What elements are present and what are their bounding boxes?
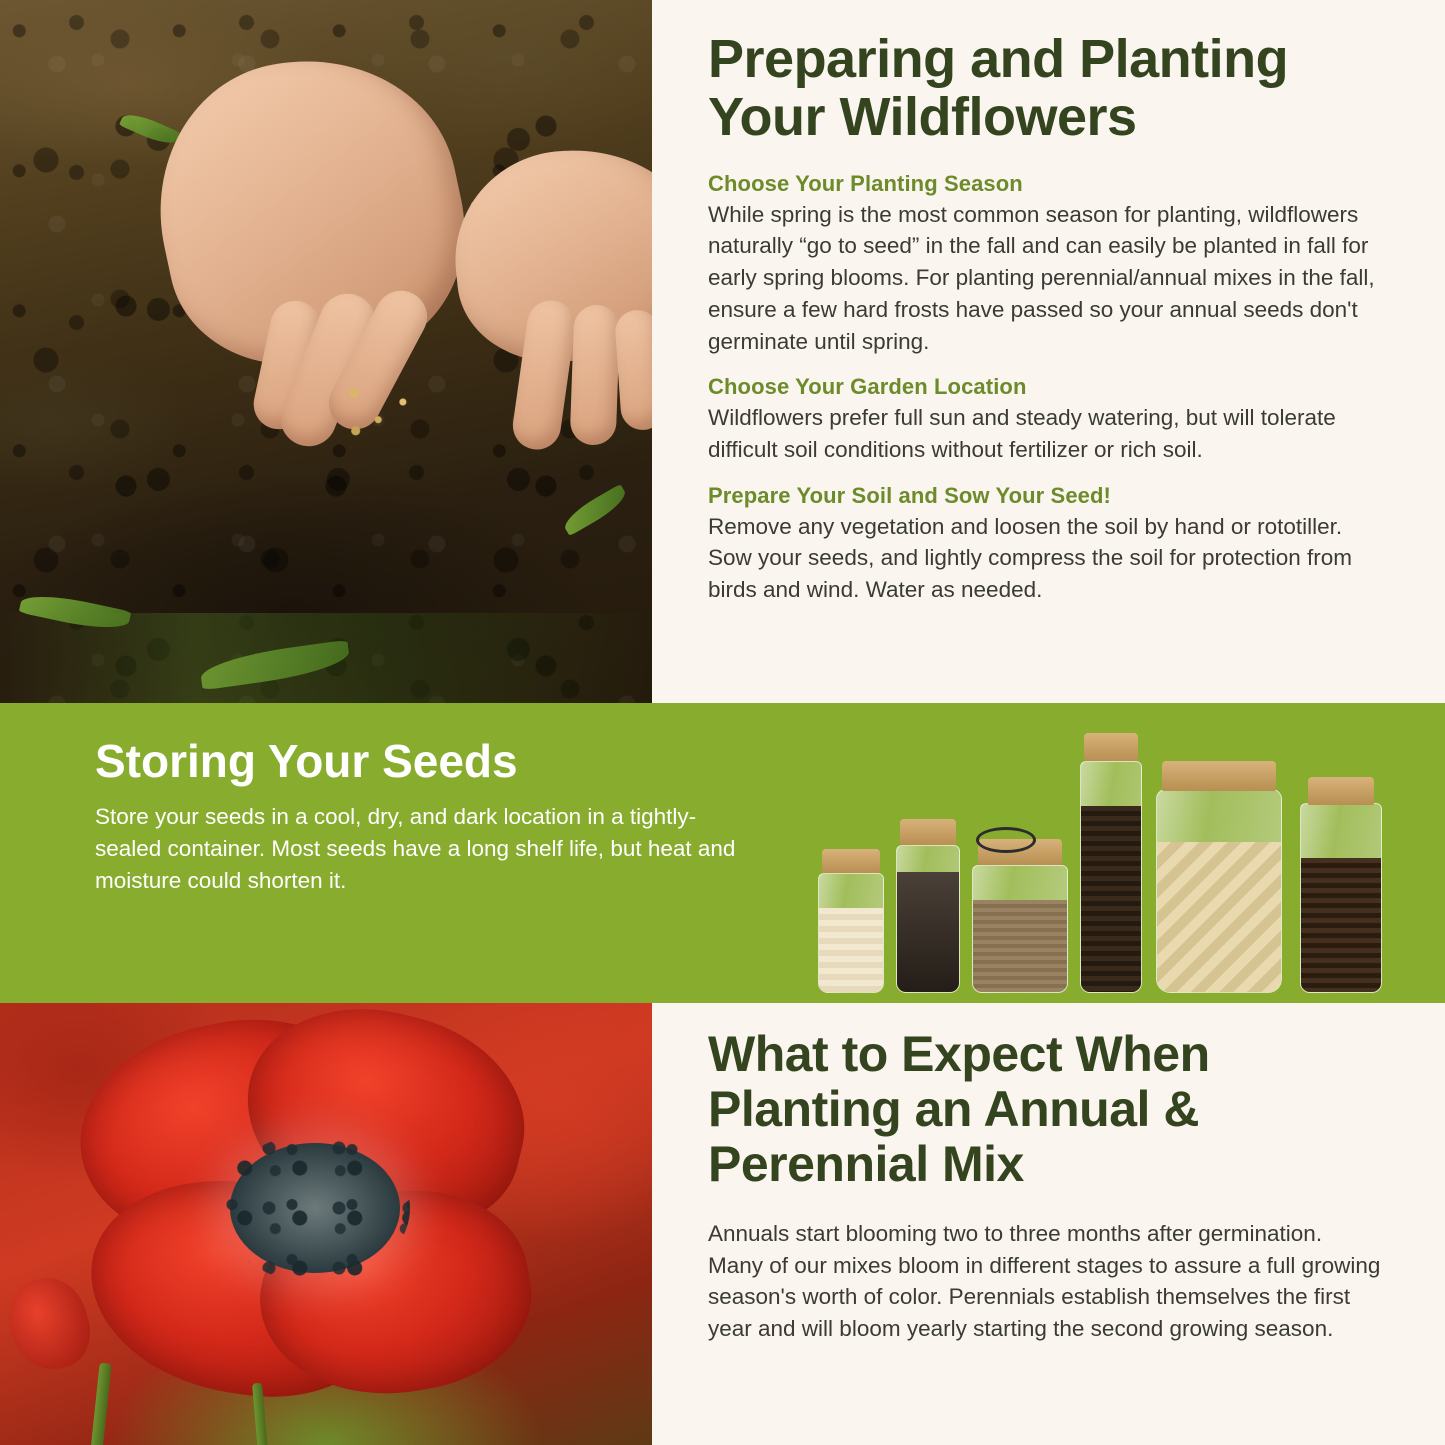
jar-contents <box>973 900 1067 992</box>
section-storing-your-seeds <box>0 703 1445 1003</box>
seed-jar <box>896 845 960 993</box>
seed-jar <box>1080 761 1142 993</box>
jar-contents <box>819 908 883 992</box>
grass-overlay <box>0 613 652 703</box>
jar-contents <box>1157 842 1281 992</box>
cork-stopper-icon <box>822 849 880 873</box>
cork-stopper-icon <box>1084 733 1138 761</box>
section1-heading-3: Prepare Your Soil and Sow Your Seed! <box>708 482 1111 508</box>
seed-jar <box>972 865 1068 993</box>
cork-stopper-icon <box>1308 777 1374 805</box>
jar-contents <box>1301 858 1381 992</box>
section2-paragraph: Store your seeds in a cool, dry, and dark location in a tightly-sealed container. Most seeds have a long shelf life, but heat and moisture could shorten it. <box>95 804 736 894</box>
section1-title: Preparing and Planting Your Wildflowers <box>708 29 1289 148</box>
section2-title: Storing Your Seeds <box>95 735 518 787</box>
section3-text-column <box>652 1003 1445 1445</box>
soil-sowing-photo <box>0 0 652 703</box>
seed-jars-photo <box>800 703 1445 1003</box>
seed-jar <box>818 873 884 993</box>
section1-heading-2: Choose Your Garden Location <box>708 374 1027 400</box>
cork-stopper-icon <box>1162 761 1276 791</box>
section-what-to-expect <box>0 1003 1445 1445</box>
jar-contents <box>1081 806 1141 992</box>
seed-jar <box>1300 803 1382 993</box>
poppy-flower-photo <box>0 1003 652 1445</box>
jar-ring <box>976 827 1036 853</box>
flower-stamens <box>220 1133 410 1283</box>
cork-stopper-icon <box>900 819 956 845</box>
poppy-bloom <box>70 1013 540 1413</box>
section1-paragraph-1: While spring is the most common season for planting, wildflowers naturally “go to seed” in the fall and can easily be planted in fall for early spring blooms. For planting perennial/annual mixes in the fall, ensure a few hard frosts have passed so your annual seeds don't germinate until spring. <box>708 201 1375 354</box>
section1-heading-1: Choose Your Planting Season <box>708 170 1023 196</box>
section3-title: What to Expect When Planting an Annual & Perennial Mix <box>708 1026 1210 1192</box>
seed-jar <box>1156 789 1282 993</box>
section-preparing-and-planting <box>0 0 1445 703</box>
jar-contents <box>897 872 959 992</box>
section1-text-column <box>652 0 1445 703</box>
section1-paragraph-2: Wildflowers prefer full sun and steady watering, but will tolerate difficult soil conditions without fertilizer or rich soil. <box>708 405 1336 462</box>
section3-paragraph: Annuals start blooming two to three months after germination. Many of our mixes bloom in different stages to assure a full growing season's worth of color. Perennials establish themselves the first year and will bloom yearly starting the second growing season. <box>708 1221 1381 1342</box>
finger-shape <box>570 304 621 446</box>
section1-paragraph-3: Remove any vegetation and loosen the soil by hand or rototiller. Sow your seeds, and lightly compress the soil for protection from birds and wind. Water as needed. <box>708 513 1353 603</box>
section2-text-column <box>0 703 800 1003</box>
